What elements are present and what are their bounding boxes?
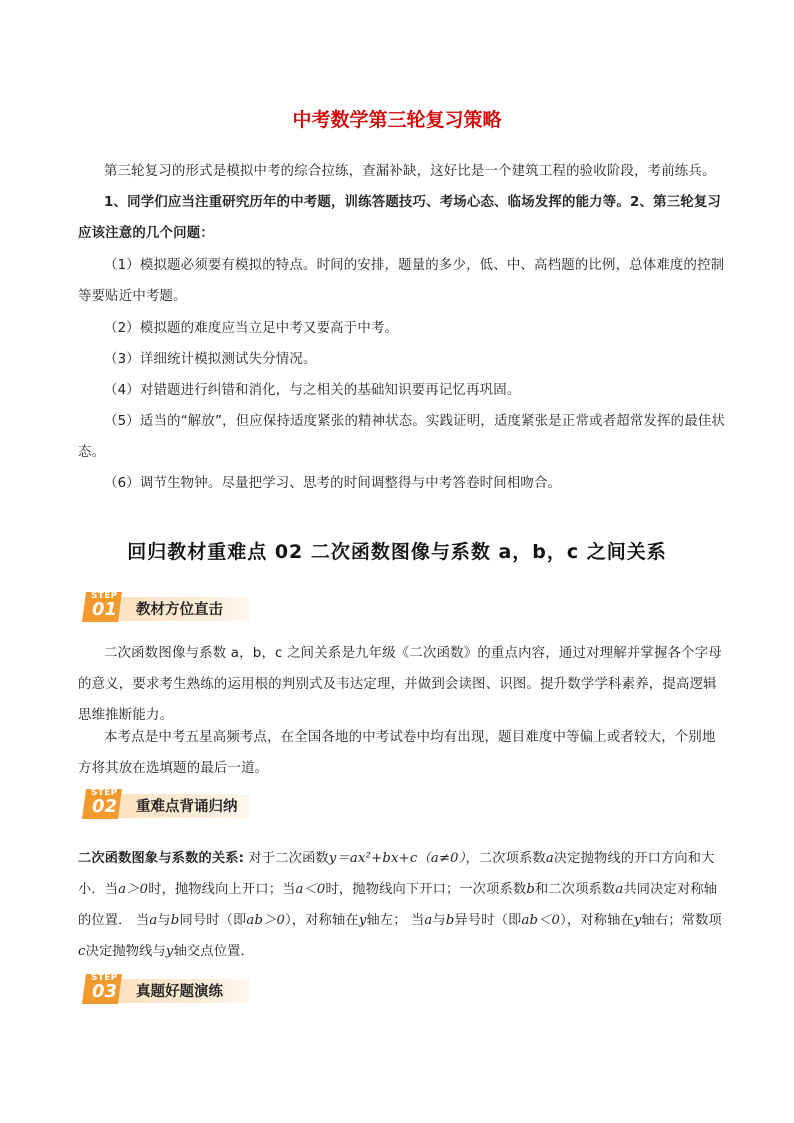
variable: b	[445, 913, 455, 928]
step-number: 01	[92, 599, 118, 620]
page-title: 中考数学第三轮复习策略	[292, 109, 502, 131]
step-label: 重难点背诵归纳	[136, 799, 238, 815]
step1-paragraph-1: 二次函数图像与系数 a，b，c 之间关系是九年级《二次函数》的重点内容，通过对理解并掌握各个字母的意义，要求考生熟练的运用根的判别式及韦达定理，并做到会读图、识图。提升数学学科素养，提高逻辑思维推断能力。	[78, 646, 722, 723]
text-run: ），对称轴在	[285, 913, 359, 928]
text-run: 轴右；常数项	[641, 913, 722, 928]
variable: c	[78, 944, 86, 959]
text-run: 轴左； 当	[366, 913, 425, 928]
step-label: 真题好题演练	[136, 984, 223, 1000]
text-run: 同号时（即	[179, 913, 247, 928]
step-number: 03	[92, 981, 118, 1002]
step-label: 教材方位直击	[136, 602, 223, 618]
formula: ab＜0	[521, 913, 561, 928]
variable: a	[545, 851, 554, 866]
text-run: 与	[432, 913, 446, 928]
step-word: STEP	[91, 973, 118, 983]
variable: y	[633, 913, 642, 928]
step-number: 02	[92, 796, 118, 817]
variable: b	[170, 913, 180, 928]
list-item-3: （3）详细统计模拟测试失分情况。	[104, 352, 317, 367]
text-run: 决定抛物线与	[85, 944, 166, 959]
text-run: 时，抛物线向上开口；当	[148, 882, 296, 897]
text-run: 轴交点位置．	[173, 944, 254, 959]
variable: a	[615, 882, 624, 897]
formula: a＞0	[118, 882, 149, 897]
section-title: 回归教材重难点 02 二次函数图像与系数 a，b，c 之间关系	[127, 541, 667, 563]
formula: a＜0	[295, 882, 326, 897]
text-run: ），对称轴在	[560, 913, 634, 928]
text-run: 和二次项系数	[535, 882, 616, 897]
intro-bold-paragraph: 1、同学们应当注重研究历年的中考题，训练答题技巧、考场心态、临场发挥的能力等。2、第三轮复习应该注意的几个问题：	[78, 195, 722, 241]
intro-paragraph: 第三轮复习的形式是模拟中考的综合拉练，查漏补缺，这好比是一个建筑工程的验收阶段，考前练兵。	[104, 164, 716, 179]
text-run: 与	[157, 913, 171, 928]
step-word: STEP	[91, 591, 118, 601]
variable: y	[165, 944, 174, 959]
text-run: 对于二次函数	[244, 851, 329, 866]
step-02-header	[82, 787, 252, 821]
step-word: STEP	[91, 788, 118, 798]
text-run: ，二次项系数	[465, 851, 546, 866]
step-03-header	[82, 972, 252, 1006]
step2-paragraph	[78, 843, 728, 967]
text-run: 决定抛物线的开口方向和大小．当	[78, 851, 715, 897]
text-run: 时，抛物线向下开口；一次项系数	[325, 882, 527, 897]
step2-lead: 二次函数图象与系数的关系:	[78, 851, 245, 866]
formula: y＝ax²+bx+c（a≠0）	[328, 851, 466, 866]
list-item-5: （5）适当的“解放”，但应保持适度紧张的精神状态。实践证明，适度紧张是正常或者超常发挥的最佳状态。	[78, 414, 725, 460]
text-run: 异号时（即	[454, 913, 522, 928]
list-item-6: （6）调节生物钟。尽量把学习、思考的时间调整得与中考答卷时间相吻合。	[104, 476, 562, 491]
text-run: 共同决定对称轴的位置． 当	[78, 882, 718, 928]
variable: b	[526, 882, 535, 897]
list-item-2: （2）模拟题的难度应当立足中考又要高于中考。	[104, 321, 399, 336]
step1-paragraph-2: 本考点是中考五星高频考点，在全国各地的中考试卷中均有出现，题目难度中等偏上或者较大，个别地方将其放在选填题的最后一道。	[78, 730, 716, 776]
variable: a	[149, 913, 158, 928]
variable: y	[358, 913, 367, 928]
list-item-4: （4）对错题进行纠错和消化，与之相关的基础知识要再记忆再巩固。	[104, 383, 521, 398]
formula: ab＞0	[246, 913, 286, 928]
variable: a	[424, 913, 433, 928]
step-01-header	[82, 590, 252, 624]
list-item-1: （1）模拟题必须要有模拟的特点。时间的安排，题量的多少，低、中、高档题的比例，总体难度的控制等要贴近中考题。	[78, 258, 725, 304]
